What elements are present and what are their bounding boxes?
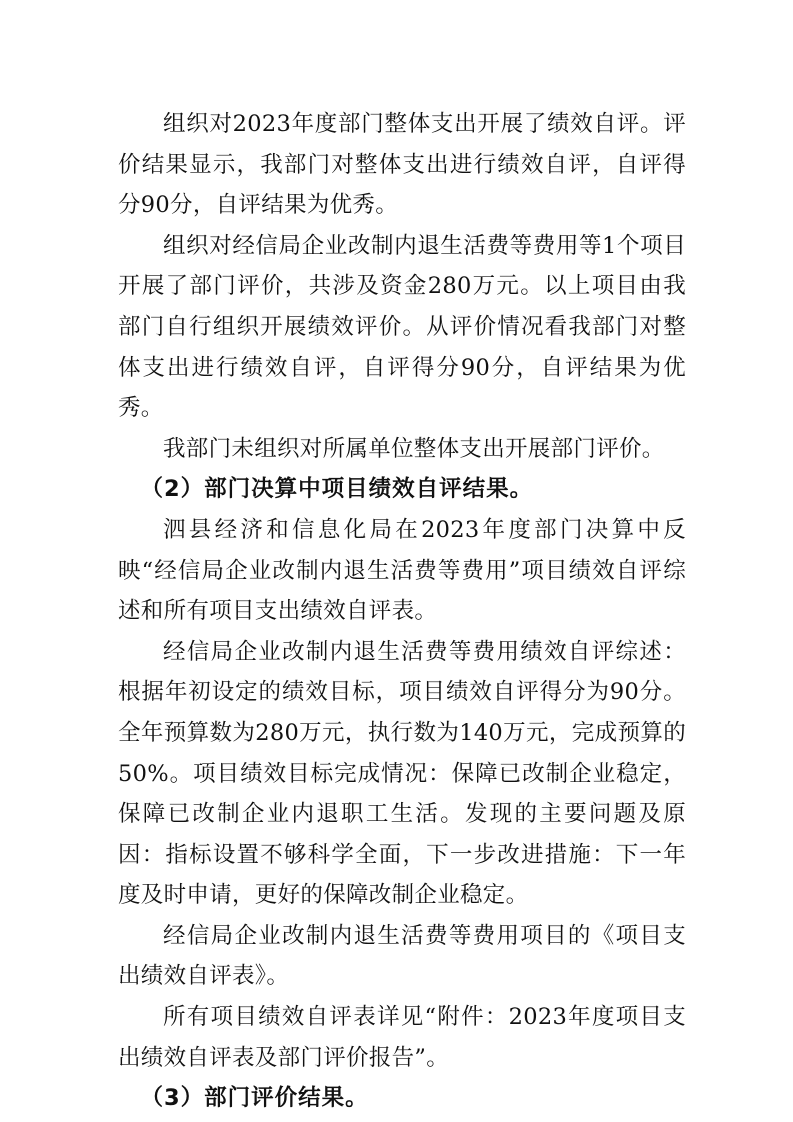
paragraph-project-department-evaluation: 组织对经信局企业改制内退生活费等费用等1个项目开展了部门评价，共涉及资金280万元。以上项目由我部门自行组织开展绩效评价。从评价情况看我部门对整体支出进行绩效自评，自评得分90分，自评结果为优秀。: [118, 232, 686, 422]
section-heading-department-evaluation: （3）部门评价结果。: [140, 1085, 369, 1112]
paragraph-self-evaluation-table: 经信局企业改制内退生活费等费用项目的《项目支出绩效自评表》。: [118, 922, 686, 990]
section-heading-project-results: （2）部门决算中项目绩效自评结果。: [140, 476, 534, 503]
document-body: [118, 104, 686, 1119]
paragraph-self-evaluation-summary: 经信局企业改制内退生活费等费用绩效自评综述：根据年初设定的绩效目标，项目绩效自评得分为90分。全年预算数为280万元，执行数为140万元，完成预算的50%。项目绩效目标完成情况：保障已改制企业稳定，保障已改制企业内退职工生活。发现的主要问题及原因：指标设置不够科学全面，下一步改进措施：下一年度及时申请，更好的保障改制企业稳定。: [118, 638, 686, 909]
paragraph-final-accounts-reflection: 泗县经济和信息化局在2023年度部门决算中反映“经信局企业改制内退生活费等费用”项目绩效自评综述和所有项目支出绩效自评表。: [118, 516, 686, 625]
paragraph-attachment-reference: 所有项目绩效自评表详见“附件：2023年度项目支出绩效自评表及部门评价报告”。: [118, 1004, 686, 1071]
paragraph-subordinate-units: 我部门未组织对所属单位整体支出开展部门评价。: [163, 435, 665, 462]
paragraph-overall-self-evaluation: 组织对2023年度部门整体支出开展了绩效自评。评价结果显示，我部门对整体支出进行绩效自评，自评得分90分，自评结果为优秀。: [118, 111, 686, 219]
